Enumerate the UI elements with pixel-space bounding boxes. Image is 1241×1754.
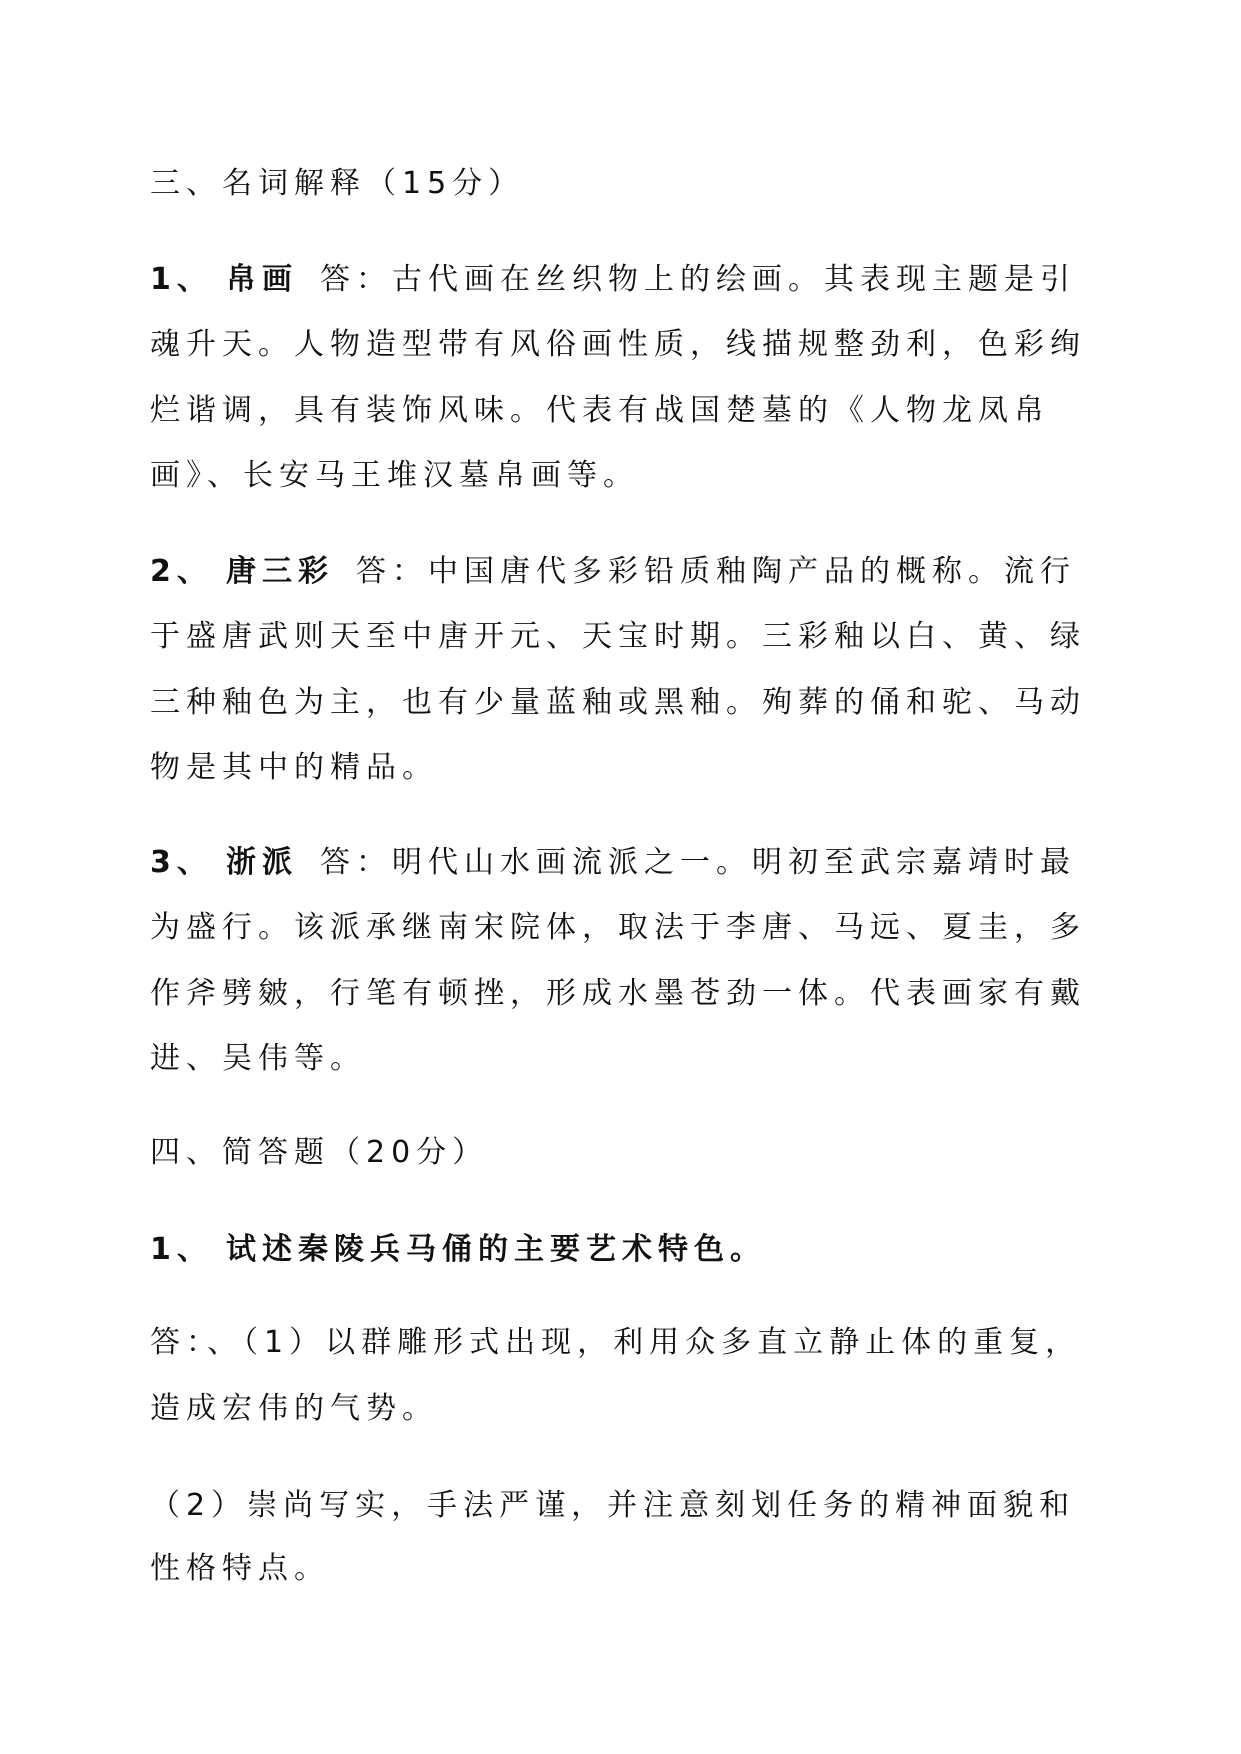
answer-line: 物是其中的精品。 [150,750,438,785]
question-text: 试述秦陵兵马俑的主要艺术特色。 [226,1232,766,1267]
term-item-3 [150,831,1076,895]
item-number: 1、 [150,262,213,297]
term-title: 浙派 [226,845,298,880]
term-item-1 [150,248,1076,312]
answer-line: 性格特点。 [150,1551,330,1586]
answer-line: 魂升天。人物造型带有风俗画性质，线描规整劲利，色彩绚 [150,327,1086,362]
answer-line: 于盛唐武则天至中唐开元、天宝时期。三彩釉以白、黄、绿 [150,619,1086,654]
answer-text: 答：明代山水画流派之一。明初至武宗嘉靖时最 [320,845,1076,880]
section-heading-4: 四、简答题（20分） [150,1135,489,1170]
answer-line: 三种釉色为主，也有少量蓝釉或黑釉。殉葬的俑和驼、马动 [150,685,1086,720]
question-number: 1、 [150,1232,213,1267]
answer-text: 答：中国唐代多彩铅质釉陶产品的概称。流行 [356,554,1076,589]
answer-line: 造成宏伟的气势。 [150,1391,438,1426]
answer-line: 画》、长安马王堆汉墓帛画等。 [150,458,639,493]
answer-line: 进、吴伟等。 [150,1041,366,1076]
answer-line: 烂谐调，具有装饰风味。代表有战国楚墓的《人物龙凤帛 [150,393,1050,428]
term-title: 帛画 [226,262,298,297]
answer-line: 为盛行。该派承继南宋院体，取法于李唐、马远、夏圭，多 [150,910,1086,945]
answer-text: 答：古代画在丝织物上的绘画。其表现主题是引 [320,262,1076,297]
answer-line: 答：、（1）以群雕形式出现，利用众多直立静止体的重复， [150,1325,1082,1360]
answer-line: 作斧劈皴，行笔有顿挫，形成水墨苍劲一体。代表画家有戴 [150,976,1086,1011]
question-1 [150,1218,766,1282]
term-item-2 [150,540,1076,604]
item-number: 2、 [150,554,213,589]
item-number: 3、 [150,845,213,880]
term-title: 唐三彩 [226,554,334,589]
answer-point-2: （2）崇尚写实，手法严谨，并注意刻划任务的精神面貌和 [150,1488,1076,1523]
section-heading-3: 三、名词解释（15分） [150,166,525,201]
